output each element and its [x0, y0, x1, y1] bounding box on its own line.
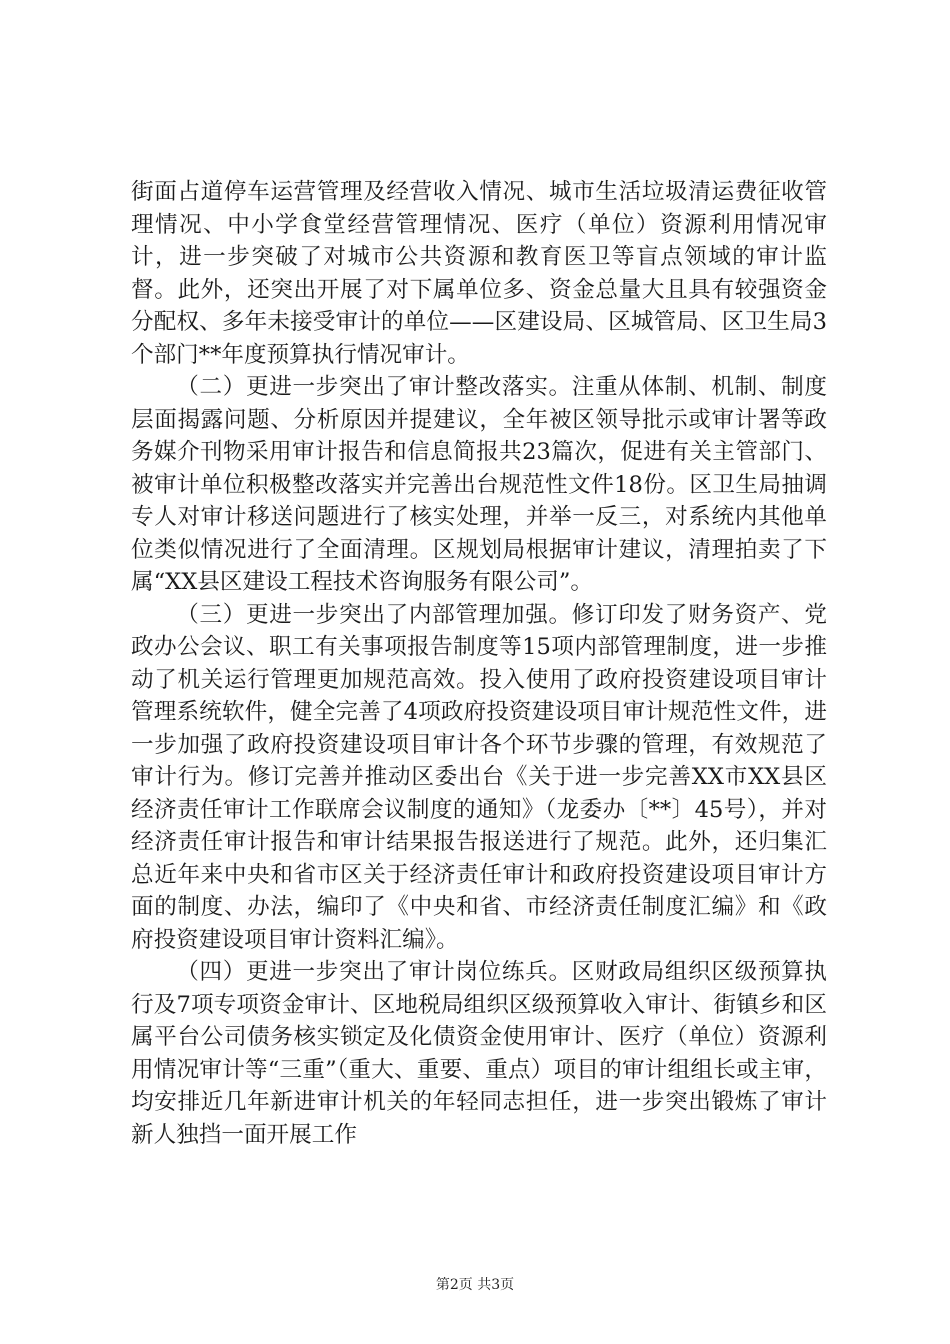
- paragraph-2: （二）更进一步突出了审计整改落实。注重从体制、机制、制度层面揭露问题、分析原因并提建议，全年被区领导批示或审计署等政务媒介刊物采用审计报告和信息简报共23篇次，促进有关主管部门、被审计单位积极整改落实并完善出台规范性文件18份。区卫生局抽调专人对审计移送问题进行了核实处理，并举一反三，对系统内其他单位类似情况进行了全面清理。区规划局根据审计建议，清理拍卖了下属“XX县区建设工程技术咨询服务有限公司”。: [131, 374, 827, 595]
- paragraph-1: 街面占道停车运营管理及经营收入情况、城市生活垃圾清运费征收管理情况、中小学食堂经营管理情况、医疗（单位）资源利用情况审计，进一步突破了对城市公共资源和教育医卫等盲点领域的审计监督。此外，还突出开展了对下属单位多、资金总量大且具有较强资金分配权、多年未接受审计的单位——区建设局、区城管局、区卫生局3个部门**年度预算执行情况审计。: [131, 179, 827, 368]
- paragraph-4: （四）更进一步突出了审计岗位练兵。区财政局组织区级预算执行及7项专项资金审计、区地税局组织区级预算收入审计、街镇乡和区属平台公司债务核实锁定及化债资金使用审计、医疗（单位）资源利用情况审计等“三重”（重大、重要、重点）项目的审计组组长或主审，均安排近几年新进审计机关的年轻同志担任，进一步突出锻炼了审计新人独挡一面开展工作: [131, 959, 827, 1148]
- document-body: [131, 176, 827, 1151]
- paragraph-3: （三）更进一步突出了内部管理加强。修订印发了财务资产、党政办公会议、职工有关事项报告制度等15项内部管理制度，进一步推动了机关运行管理更加规范高效。投入使用了政府投资建设项目审计管理系统软件，健全完善了4项政府投资建设项目审计规范性文件，进一步加强了政府投资建设项目审计各个环节步骤的管理，有效规范了审计行为。修订完善并推动区委出台《关于进一步完善XX市XX县区经济责任审计工作联席会议制度的通知》（龙委办〔**〕45号），并对经济责任审计报告和审计结果报告报送进行了规范。此外，还归集汇总近年来中央和省市区关于经济责任审计和政府投资建设项目审计方面的制度、办法，编印了《中央和省、市经济责任制度汇编》和《政府投资建设项目审计资料汇编》。: [131, 601, 827, 953]
- page-footer: 第2页 共3页: [435, 1277, 515, 1293]
